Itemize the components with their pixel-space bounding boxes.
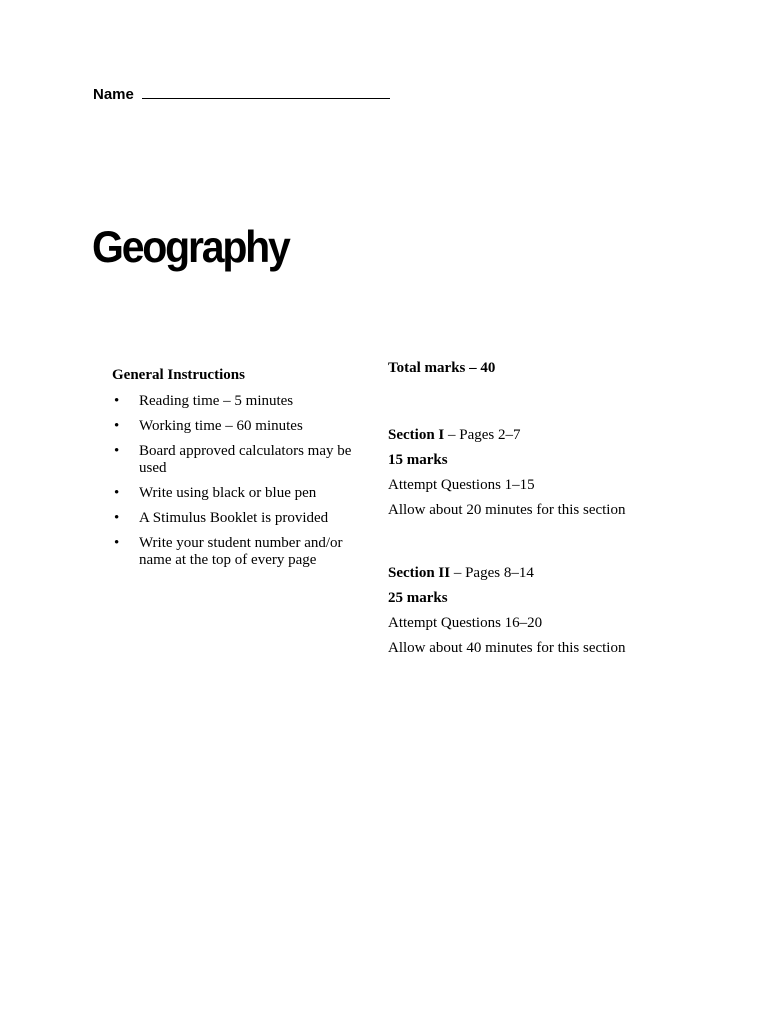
general-instructions bbox=[112, 366, 374, 577]
instruction-text: Write your student number and/or name at the top of every page bbox=[139, 535, 343, 568]
instruction-text: Working time – 60 minutes bbox=[139, 418, 303, 434]
name-label: Name bbox=[93, 86, 134, 103]
section-1-heading bbox=[388, 426, 625, 445]
instruction-text: Write using black or blue pen bbox=[139, 485, 317, 501]
total-marks: Total marks – 40 bbox=[388, 360, 496, 376]
section-2-heading bbox=[388, 564, 625, 583]
section-2-time: Allow about 40 minutes for this section bbox=[388, 640, 626, 656]
bullet-icon: • bbox=[114, 443, 120, 459]
section-2-attempt: Attempt Questions 16–20 bbox=[388, 615, 543, 631]
bullet-icon: • bbox=[114, 485, 120, 501]
list-item bbox=[112, 535, 374, 569]
list-item bbox=[112, 418, 374, 435]
section-2-marks: 25 marks bbox=[388, 590, 448, 606]
section-1-marks: 15 marks bbox=[388, 452, 448, 468]
list-item bbox=[112, 443, 374, 477]
section-2-info bbox=[388, 564, 625, 664]
instructions-list bbox=[112, 393, 374, 569]
section-1-info bbox=[388, 426, 625, 526]
page-title: Geography bbox=[92, 222, 289, 272]
marks-summary bbox=[388, 359, 688, 656]
instruction-text: A Stimulus Booklet is provided bbox=[139, 510, 329, 526]
section-1-pages: – Pages 2–7 bbox=[444, 427, 521, 443]
instruction-text: Reading time – 5 minutes bbox=[139, 393, 294, 409]
section-1-attempt: Attempt Questions 1–15 bbox=[388, 477, 535, 493]
list-item bbox=[112, 393, 374, 410]
section-2-name: Section II bbox=[388, 565, 451, 581]
section-1-name: Section I bbox=[388, 427, 445, 443]
instruction-text: Board approved calculators may be used bbox=[139, 443, 352, 476]
bullet-icon: • bbox=[114, 393, 120, 409]
section-2-pages: – Pages 8–14 bbox=[450, 565, 534, 581]
list-item bbox=[112, 510, 374, 527]
bullet-icon: • bbox=[114, 418, 120, 434]
list-item bbox=[112, 485, 374, 502]
section-1-time: Allow about 20 minutes for this section bbox=[388, 502, 626, 518]
bullet-icon: • bbox=[114, 535, 120, 551]
name-field bbox=[93, 86, 390, 103]
bullet-icon: • bbox=[114, 510, 120, 526]
name-underline bbox=[142, 97, 390, 99]
instructions-heading: General Instructions bbox=[112, 367, 245, 383]
